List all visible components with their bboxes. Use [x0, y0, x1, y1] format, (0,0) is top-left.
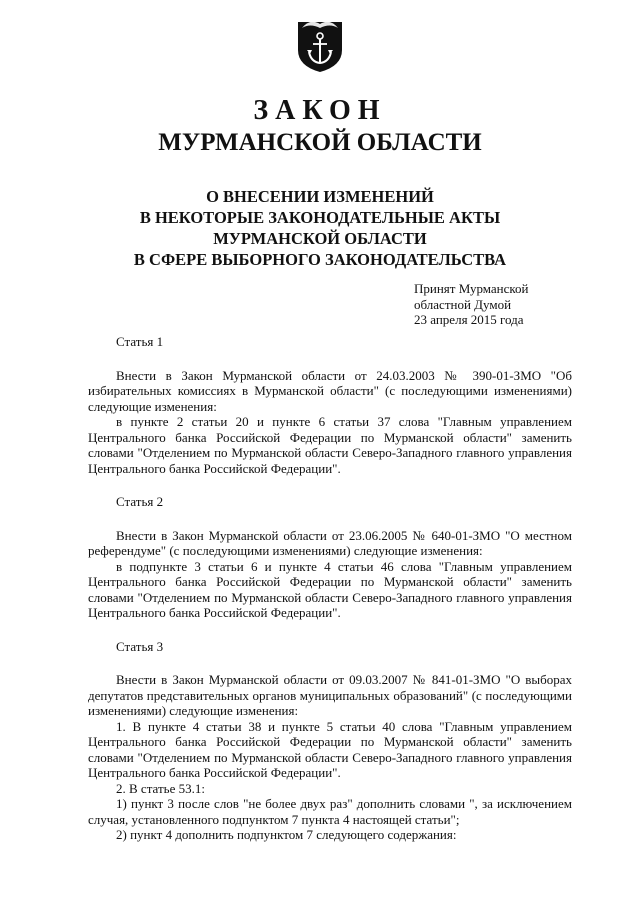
article-3-paragraph: 1) пункт 3 после слов "не более двух раз" дополнить словами ", за исключением случая, установленного подпунктом 7 пункта 4 настоящей статьи"; — [88, 796, 572, 827]
subtitle-line: МУРМАНСКОЙ ОБЛАСТИ — [213, 229, 427, 248]
adoption-date: 23 апреля 2015 года — [414, 312, 524, 327]
document-subtitle — [0, 186, 640, 270]
adoption-line: Принят Мурманской — [414, 281, 529, 296]
article-2-paragraph: в подпункте 3 статьи 6 и пункте 4 статьи 46 слова "Главным управлением Центрального банка Российской Федерации по Мурманской области" заменить словами "Отделением по Мурманской области Северо-Западного главного управления Центрального банка Российской Федерации". — [88, 558, 572, 620]
document-body — [88, 334, 572, 843]
article-2-paragraph: Внести в Закон Мурманской области от 23.06.2005 № 640-01-ЗМО "О местном референдуме" (с последующими изменениями) следующие изменения: — [88, 527, 572, 558]
article-2-heading: Статья 2 — [116, 494, 164, 509]
document-title-law: ЗАКОН — [253, 95, 387, 126]
adoption-line: областной Думой — [414, 296, 512, 312]
article-3-paragraph: 2) пункт 4 дополнить подпунктом 7 следующего содержания: — [116, 827, 457, 842]
adoption-note — [414, 281, 529, 328]
article-1-paragraph: Внести в Закон Мурманской области от 24.03.2003 № 390-01-ЗМО "Об избирательных комиссиях в Мурманской области" (с последующими изменениями) следующие изменения: — [88, 367, 572, 414]
article-3-paragraph: 2. В статье 53.1: — [116, 780, 205, 796]
article-1-paragraph: в пункте 2 статьи 20 и пункте 6 статьи 37 слова "Главным управлением Центрального банка Российской Федерации по Мурманской области" заменить словами "Отделением по Мурманской области Северо-Западного главного управления Центрального банка Российской Федерации". — [88, 414, 572, 476]
article-3-heading: Статья 3 — [116, 638, 164, 654]
subtitle-line: В СФЕРЕ ВЫБОРНОГО ЗАКОНОДАТЕЛЬСТВА — [133, 250, 507, 269]
article-1-heading: Статья 1 — [116, 334, 164, 349]
subtitle-line: В НЕКОТОРЫЕ ЗАКОНОДАТЕЛЬНЫЕ АКТЫ — [139, 208, 501, 227]
document-title-region: МУРМАНСКОЙ ОБЛАСТИ — [158, 129, 482, 156]
subtitle-line: О ВНЕСЕНИИ ИЗМЕНЕНИЙ — [206, 187, 434, 206]
article-3-paragraph: Внести в Закон Мурманской области от 09.03.2007 № 841-01-ЗМО "О выборах депутатов представительных органов муниципальных образований" (с последующими изменениями) следующие изменения: — [88, 672, 572, 718]
article-3-paragraph: 1. В пункте 4 статьи 38 и пункте 5 статьи 40 слова "Главным управлением Центрального банка Российской Федерации по Мурманской области" заменить словами "Отделением по Мурманской области Северо-Западного главного управления Центрального банка Российской Федерации". — [88, 718, 572, 780]
coat-of-arms-emblem — [296, 14, 344, 74]
